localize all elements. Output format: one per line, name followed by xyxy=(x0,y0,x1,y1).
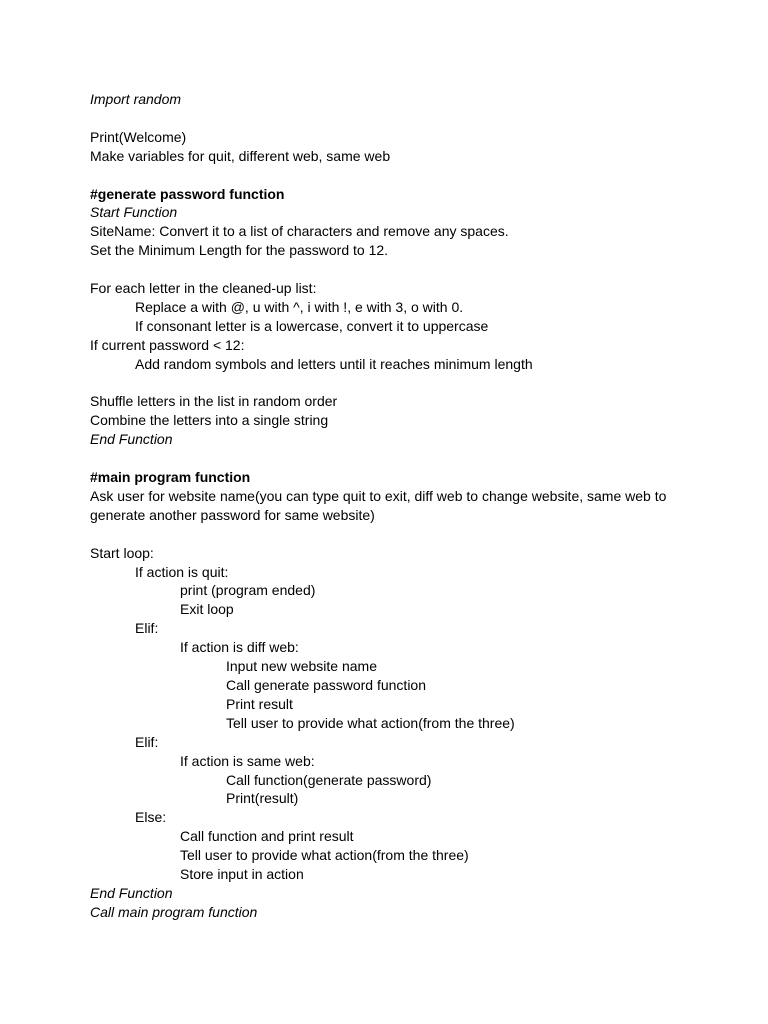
text-line: Tell user to provide what action(from the three) xyxy=(180,847,469,864)
text-line: Set the Minimum Length for the password to 12. xyxy=(90,242,389,259)
text-line: Call function(generate password) xyxy=(226,771,432,788)
text-line: Elif: xyxy=(135,620,159,637)
document-body xyxy=(90,90,680,922)
text-line: Print(Welcome) xyxy=(90,128,187,145)
text-line: For each letter in the cleaned-up list: xyxy=(90,280,317,297)
text-line: If current password < 12: xyxy=(90,336,245,353)
text-line: Input new website name xyxy=(226,658,377,675)
text-line: print (program ended) xyxy=(180,582,316,599)
blank-line xyxy=(90,449,680,468)
text-line: Ask user for website name(you can type quit to exit, diff web to change website, same web to generate another password for same website) xyxy=(90,487,671,523)
text-line: Start loop: xyxy=(90,544,154,561)
text-line: Combine the letters into a single string xyxy=(90,412,329,429)
text-line: Add random symbols and letters until it reaches minimum length xyxy=(135,355,533,372)
text-line: End Function xyxy=(90,431,173,448)
text-line: Call function and print result xyxy=(180,828,354,845)
text-line: If action is quit: xyxy=(135,563,229,580)
text-line: Call generate password function xyxy=(226,677,427,693)
text-line: Elif: xyxy=(135,733,159,750)
text-line: SiteName: Convert it to a list of characters and remove any spaces. xyxy=(90,223,509,240)
text-line: Start Function xyxy=(90,204,178,221)
text-line: Print(result) xyxy=(226,790,299,807)
text-line: Shuffle letters in the list in random order xyxy=(90,393,338,410)
section-heading: #main program function xyxy=(90,469,251,486)
blank-line xyxy=(90,166,680,185)
text-line: Else: xyxy=(135,809,167,826)
text-line: If action is same web: xyxy=(180,752,315,769)
section-heading: #generate password function xyxy=(90,185,285,202)
text-line: Tell user to provide what action(from the three) xyxy=(226,714,515,731)
text-line: Replace a with @, u with ^, i with !, e with 3, o with 0. xyxy=(135,298,464,315)
blank-line xyxy=(90,109,680,128)
blank-line xyxy=(90,525,680,544)
blank-line xyxy=(90,260,680,279)
text-line: If consonant letter is a lowercase, convert it to uppercase xyxy=(135,317,489,334)
text-line: Print result xyxy=(226,695,293,712)
text-line: Make variables for quit, different web, same web xyxy=(90,147,391,164)
text-line: Exit loop xyxy=(180,601,234,618)
text-line: Store input in action xyxy=(180,866,304,883)
text-line: End Function xyxy=(90,884,173,901)
text-line: Call main program function xyxy=(90,903,258,920)
blank-line xyxy=(90,374,680,393)
text-line: Import random xyxy=(90,91,182,107)
text-line: If action is diff web: xyxy=(180,639,299,656)
